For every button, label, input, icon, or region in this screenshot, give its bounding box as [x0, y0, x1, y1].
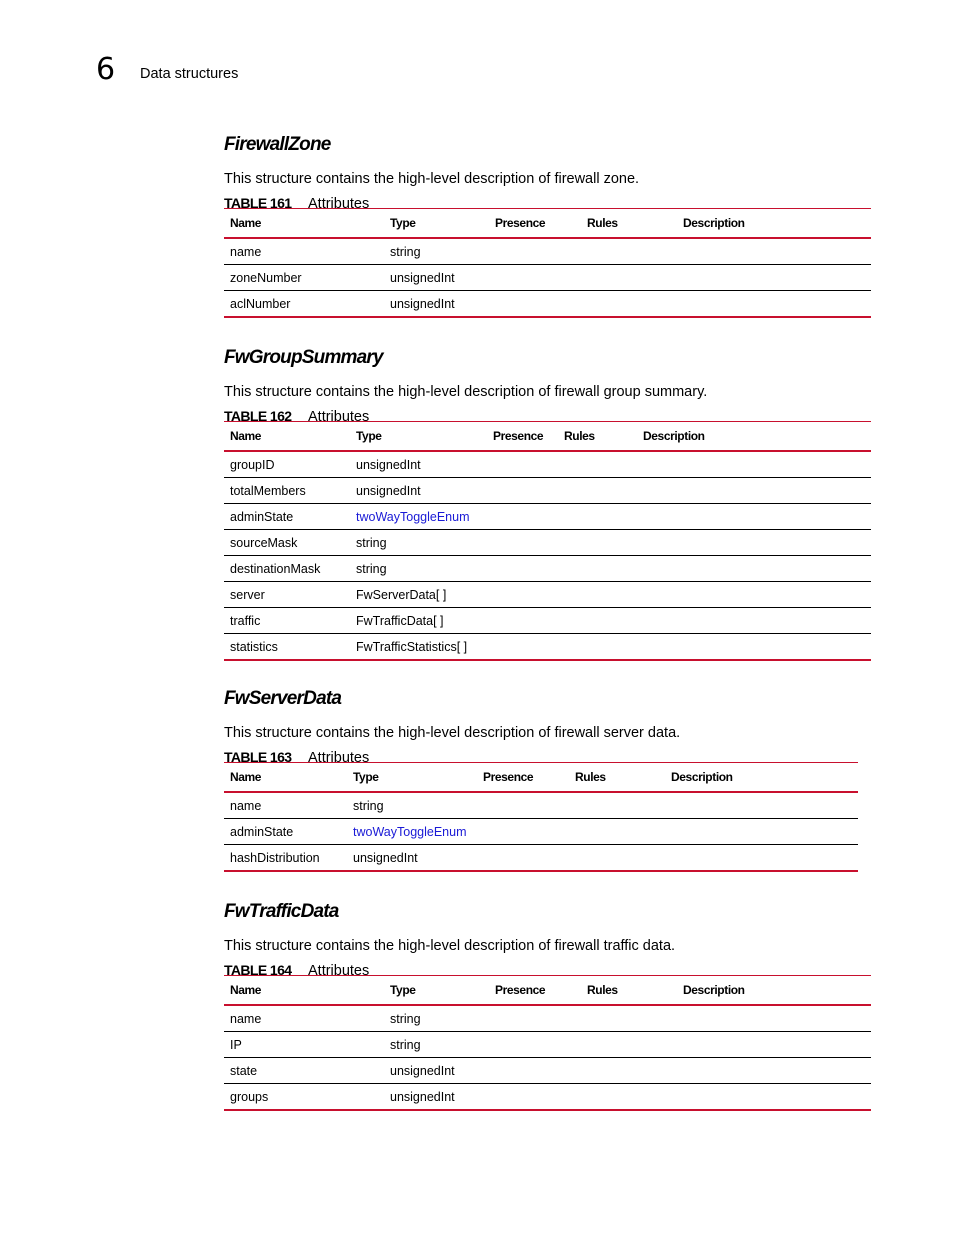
attribute-name: destinationMask	[224, 556, 350, 582]
attribute-type: string	[350, 530, 487, 556]
attribute-description	[637, 556, 871, 582]
attribute-type-cell	[350, 504, 487, 530]
attribute-description	[677, 291, 871, 318]
table-row	[224, 792, 858, 819]
column-header-rules: Rules	[569, 763, 665, 793]
table-row	[224, 1005, 871, 1032]
chapter-number: 6	[96, 52, 116, 87]
column-header-name: Name	[224, 209, 384, 239]
attribute-description	[677, 1084, 871, 1111]
attribute-name: totalMembers	[224, 478, 350, 504]
table-row	[224, 845, 858, 872]
attribute-rules	[569, 792, 665, 819]
attribute-description	[637, 582, 871, 608]
section-title: FwGroupSummary	[224, 347, 383, 368]
attribute-description	[677, 1005, 871, 1032]
attribute-type-cell	[347, 819, 477, 845]
attribute-presence	[487, 582, 558, 608]
attribute-type: unsignedInt	[350, 451, 487, 478]
column-header-type: Type	[350, 422, 487, 452]
table-number: TABLE 161	[224, 195, 292, 211]
attribute-name: groupID	[224, 451, 350, 478]
attribute-description	[637, 478, 871, 504]
attribute-presence	[487, 451, 558, 478]
attribute-type-link[interactable]: twoWayToggleEnum	[356, 509, 470, 524]
attribute-rules	[581, 1032, 677, 1058]
attribute-rules	[581, 1058, 677, 1084]
table-row	[224, 1084, 871, 1111]
attribute-presence	[489, 1058, 581, 1084]
column-header-presence: Presence	[487, 422, 558, 452]
column-header-type: Type	[384, 976, 489, 1006]
attribute-description	[665, 819, 858, 845]
attribute-presence	[487, 556, 558, 582]
table-number: TABLE 162	[224, 408, 292, 424]
attributes-table	[224, 208, 871, 318]
attribute-rules	[581, 1084, 677, 1111]
attributes-table	[224, 975, 871, 1111]
attribute-name: sourceMask	[224, 530, 350, 556]
table-number: TABLE 164	[224, 962, 292, 978]
column-header-description: Description	[677, 209, 871, 239]
attribute-name: name	[224, 1005, 384, 1032]
attribute-rules	[581, 291, 677, 318]
attribute-type: unsignedInt	[384, 265, 489, 291]
attribute-name: traffic	[224, 608, 350, 634]
attribute-name: groups	[224, 1084, 384, 1111]
attribute-type: unsignedInt	[350, 478, 487, 504]
attribute-name: statistics	[224, 634, 350, 661]
attribute-description	[665, 845, 858, 872]
attribute-rules	[581, 238, 677, 265]
attribute-type-link[interactable]: twoWayToggleEnum	[353, 824, 467, 839]
column-header-type: Type	[384, 209, 489, 239]
attribute-name: state	[224, 1058, 384, 1084]
table-row	[224, 238, 871, 265]
attribute-description	[677, 1032, 871, 1058]
attribute-rules	[569, 819, 665, 845]
table-header-row	[224, 422, 871, 452]
attribute-type: string	[384, 1032, 489, 1058]
attribute-type: FwTrafficData[ ]	[350, 608, 487, 634]
attribute-type: unsignedInt	[347, 845, 477, 872]
attribute-name: IP	[224, 1032, 384, 1058]
section-description: This structure contains the high-level description of firewall traffic data.	[224, 938, 676, 954]
attribute-presence	[489, 265, 581, 291]
attribute-description	[637, 634, 871, 661]
attribute-description	[677, 238, 871, 265]
column-header-presence: Presence	[489, 976, 581, 1006]
attribute-type: unsignedInt	[384, 1058, 489, 1084]
attribute-presence	[489, 1005, 581, 1032]
table-row	[224, 1058, 871, 1084]
column-header-rules: Rules	[558, 422, 637, 452]
attribute-type: string	[350, 556, 487, 582]
attribute-description	[677, 265, 871, 291]
attribute-description	[637, 451, 871, 478]
table-row	[224, 530, 871, 556]
table-row	[224, 504, 871, 530]
column-header-name: Name	[224, 763, 347, 793]
attribute-description	[637, 530, 871, 556]
column-header-presence: Presence	[477, 763, 569, 793]
section-title: FwTrafficData	[224, 901, 339, 922]
section-description: This structure contains the high-level description of firewall group summary.	[224, 384, 708, 400]
table-caption-text: Attributes	[308, 409, 370, 425]
table-header-row	[224, 209, 871, 239]
column-header-rules: Rules	[581, 209, 677, 239]
attribute-presence	[477, 792, 569, 819]
section-description: This structure contains the high-level description of firewall server data.	[224, 725, 681, 741]
attribute-type: FwTrafficStatistics[ ]	[350, 634, 487, 661]
column-header-description: Description	[665, 763, 858, 793]
attribute-name: aclNumber	[224, 291, 384, 318]
attribute-type: unsignedInt	[384, 291, 489, 318]
attribute-presence	[477, 819, 569, 845]
column-header-rules: Rules	[581, 976, 677, 1006]
attribute-rules	[581, 265, 677, 291]
attribute-rules	[558, 582, 637, 608]
attribute-description	[665, 792, 858, 819]
attribute-name: adminState	[224, 504, 350, 530]
attribute-name: name	[224, 792, 347, 819]
attributes-table	[224, 421, 871, 661]
column-header-presence: Presence	[489, 209, 581, 239]
attribute-presence	[489, 238, 581, 265]
column-header-name: Name	[224, 976, 384, 1006]
attribute-type: string	[347, 792, 477, 819]
attribute-type: string	[384, 1005, 489, 1032]
table-row	[224, 478, 871, 504]
table-row	[224, 634, 871, 661]
attribute-name: name	[224, 238, 384, 265]
table-row	[224, 291, 871, 318]
attribute-rules	[558, 451, 637, 478]
attribute-rules	[558, 530, 637, 556]
attribute-presence	[487, 608, 558, 634]
attributes-table	[224, 762, 858, 872]
attribute-name: zoneNumber	[224, 265, 384, 291]
attribute-rules	[558, 478, 637, 504]
table-row	[224, 451, 871, 478]
attribute-description	[637, 608, 871, 634]
column-header-description: Description	[677, 976, 871, 1006]
attribute-rules	[569, 845, 665, 872]
attribute-rules	[558, 556, 637, 582]
table-caption-text: Attributes	[308, 963, 370, 979]
table-caption-text: Attributes	[308, 196, 370, 212]
attribute-type: unsignedInt	[384, 1084, 489, 1111]
section-description: This structure contains the high-level description of firewall zone.	[224, 171, 640, 187]
attribute-presence	[487, 478, 558, 504]
attribute-presence	[487, 530, 558, 556]
column-header-description: Description	[637, 422, 871, 452]
table-caption-text: Attributes	[308, 750, 370, 766]
attribute-type: FwServerData[ ]	[350, 582, 487, 608]
section-title: FirewallZone	[224, 134, 331, 155]
attribute-rules	[581, 1005, 677, 1032]
attribute-presence	[489, 1032, 581, 1058]
table-row	[224, 556, 871, 582]
table-row	[224, 608, 871, 634]
table-header-row	[224, 763, 858, 793]
attribute-presence	[489, 291, 581, 318]
table-row	[224, 819, 858, 845]
attribute-description	[637, 504, 871, 530]
chapter-title: Data structures	[140, 66, 239, 82]
section-title: FwServerData	[224, 688, 342, 709]
attribute-rules	[558, 608, 637, 634]
table-row	[224, 265, 871, 291]
attribute-presence	[487, 634, 558, 661]
table-row	[224, 1032, 871, 1058]
attribute-name: adminState	[224, 819, 347, 845]
attribute-type: string	[384, 238, 489, 265]
attribute-presence	[477, 845, 569, 872]
attribute-name: server	[224, 582, 350, 608]
table-number: TABLE 163	[224, 749, 292, 765]
attribute-presence	[487, 504, 558, 530]
table-header-row	[224, 976, 871, 1006]
attribute-name: hashDistribution	[224, 845, 347, 872]
attribute-rules	[558, 634, 637, 661]
attribute-rules	[558, 504, 637, 530]
column-header-name: Name	[224, 422, 350, 452]
attribute-presence	[489, 1084, 581, 1111]
column-header-type: Type	[347, 763, 477, 793]
attribute-description	[677, 1058, 871, 1084]
table-row	[224, 582, 871, 608]
